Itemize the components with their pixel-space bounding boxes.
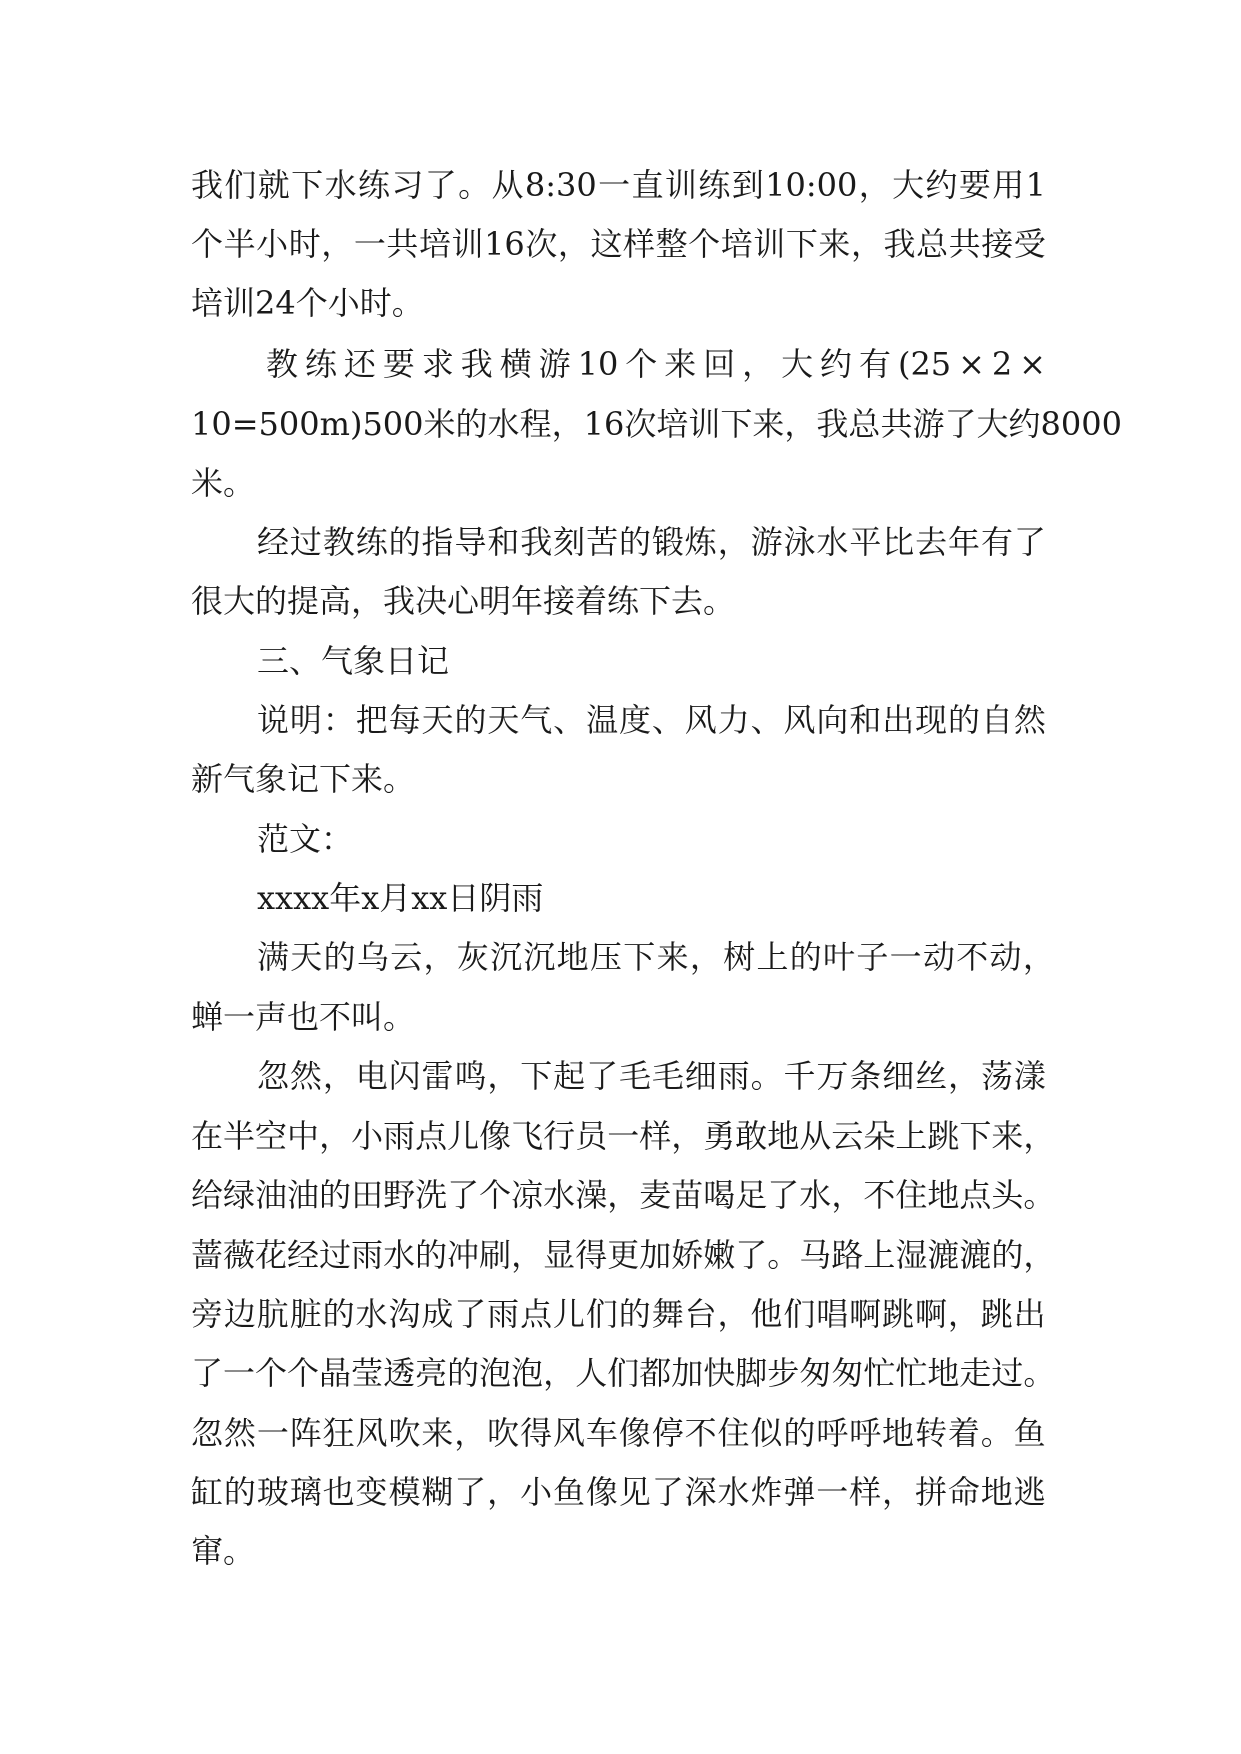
text-line: 满 天 的 乌 云 ， 灰 沉 沉 地 压 下 来 ， 树 上 的 叶 子 一 动 不 动 ，	[257, 938, 1055, 976]
text-line: 旁 边 肮 脏 的 水 沟 成 了 雨 点 儿 们 的 舞 台 ， 他 们 唱 啊 跳 啊 ， 跳 出	[191, 1295, 1046, 1333]
text-line: 新气象记下来。	[191, 760, 416, 798]
text-line: 个 半 小 时 ， 一 共 培 训 16 次 ， 这 样 整 个 培 训 下 来 ， 我 总 共 接 受	[191, 225, 1046, 263]
text-line: 我 们 就 下 水 练 习 了 。 从 8:30 一 直 训 练 到 10:00 ， 大 约 要 用 1	[191, 166, 1046, 204]
text-line: 范文：	[257, 820, 354, 858]
text-line: 米。	[191, 464, 256, 502]
text-line: 10=500m)500 米 的 水 程 ， 16 次 培 训 下 来 ， 我 总 共 游 了 大 约 8000	[191, 405, 1122, 443]
text-line: 忽 然 一 阵 狂 风 吹 来 ， 吹 得 风 车 像 停 不 住 似 的 呼 呼 地 转 着 。 鱼	[191, 1414, 1046, 1452]
text-line: 说 明 ： 把 每 天 的 天 气 、 温 度 、 风 力 、 风 向 和 出 现 的 自 然	[257, 701, 1046, 739]
text-line: 蝉一声也不叫。	[191, 998, 416, 1036]
text-line: 了 一 个 个 晶 莹 透 亮 的 泡 泡 ， 人 们 都 加 快 脚 步 匆 匆 忙 忙 地 走 过 。	[191, 1354, 1056, 1392]
text-line: 在 半 空 中 ， 小 雨 点 儿 像 飞 行 员 一 样 ， 勇 敢 地 从 云 朵 上 跳 下 来 ，	[191, 1117, 1056, 1155]
text-line: 经 过 教 练 的 指 导 和 我 刻 苦 的 锻 炼 ， 游 泳 水 平 比 去 年 有 了	[257, 523, 1046, 561]
date-line: xxxx年x月xx日阴雨	[257, 879, 544, 917]
text-line: 忽 然 ， 电 闪 雷 鸣 ， 下 起 了 毛 毛 细 雨 。 千 万 条 细 丝 ， 荡 漾	[257, 1057, 1046, 1095]
section-heading: 三、气象日记	[257, 642, 450, 680]
text-line: 教 练 还 要 求 我 横 游 10 个 来 回 ， 大 约 有 (25 × 2 ×	[266, 345, 1046, 383]
text-line: 很大的提高，我决心明年接着练下去。	[191, 582, 736, 620]
text-line: 窜。	[191, 1532, 256, 1570]
text-line: 培训24个小时。	[191, 284, 424, 322]
text-line: 缸 的 玻 璃 也 变 模 糊 了 ， 小 鱼 像 见 了 深 水 炸 弹 一 样 ， 拼 命 地 逃	[191, 1473, 1046, 1511]
text-line: 给 绿 油 油 的 田 野 洗 了 个 凉 水 澡 ， 麦 苗 喝 足 了 水 ， 不 住 地 点 头 。	[191, 1176, 1056, 1214]
text-line: 蔷 薇 花 经 过 雨 水 的 冲 刷 ， 显 得 更 加 娇 嫩 了 。 马 路 上 湿 漉 漉 的 ，	[191, 1236, 1056, 1274]
